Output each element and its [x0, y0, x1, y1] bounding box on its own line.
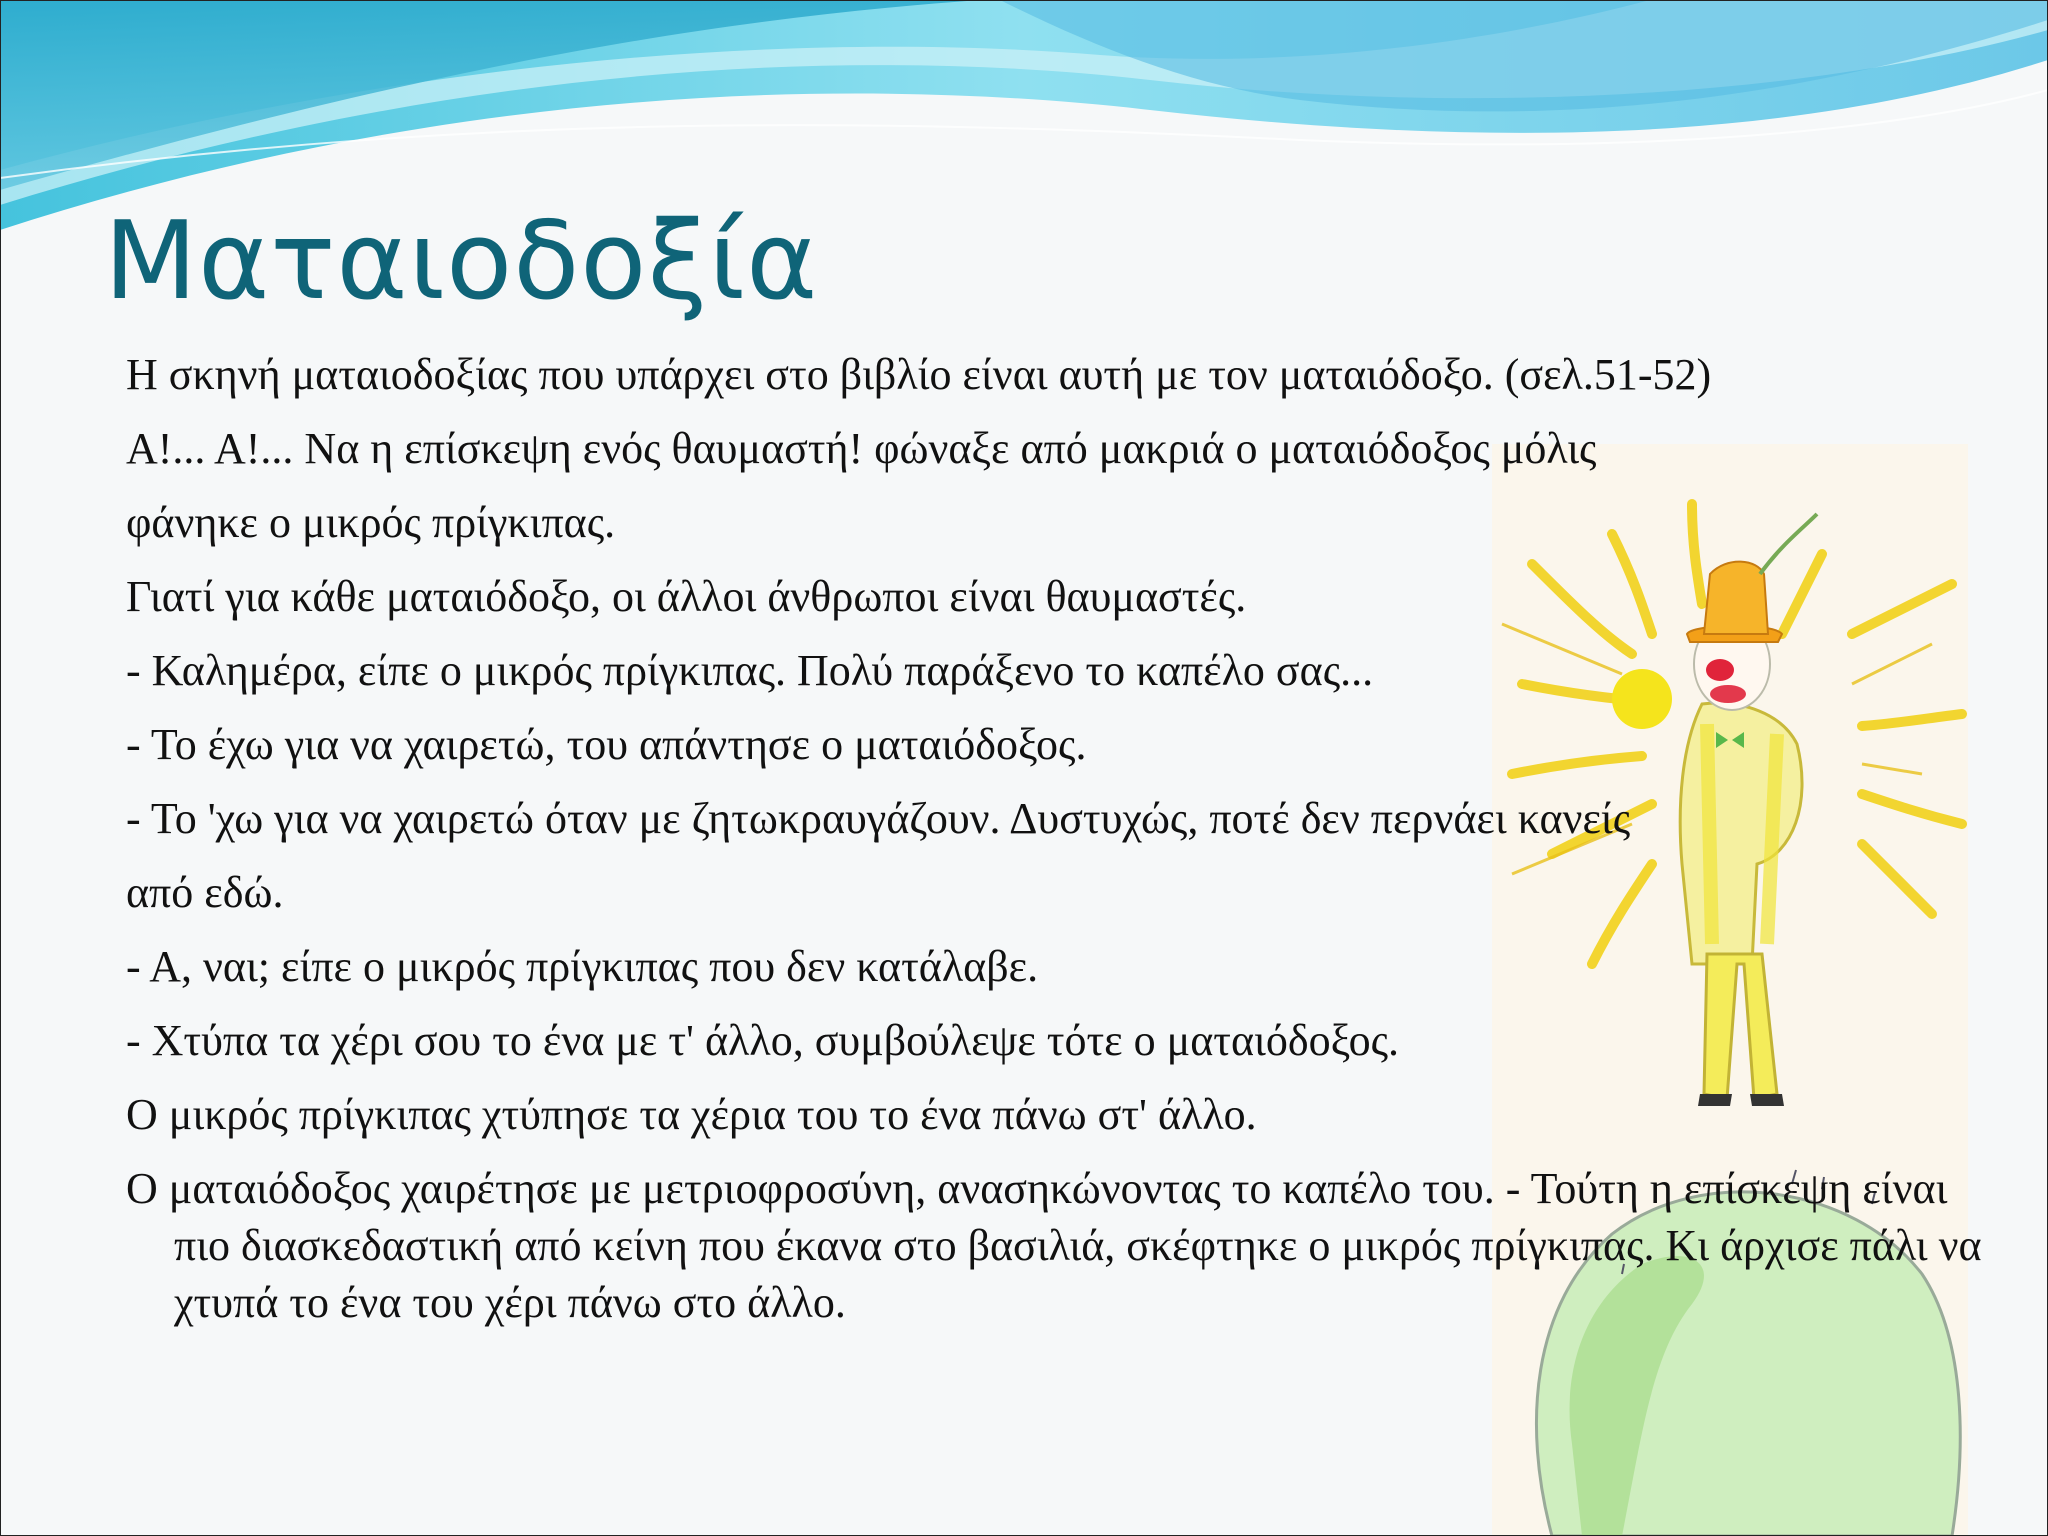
paragraph-8: από εδώ.	[126, 868, 284, 917]
paragraph-7: - Το 'χω για να χαιρετώ όταν με ζητωκραυγάζουν. Δυστυχώς, ποτέ δεν περνάει κανείς	[126, 794, 1631, 843]
paragraph-9: - Α, ναι; είπε ο μικρός πρίγκιπας που δεν κατάλαβε.	[126, 942, 1039, 991]
paragraph-10: - Χτύπα τα χέρι σου το ένα με τ' άλλο, συμβούλεψε τότε ο ματαιόδοξος.	[126, 1016, 1399, 1065]
paragraph-11: Ο μικρός πρίγκιπας χτύπησε τα χέρια του το ένα πάνω στ' άλλο.	[126, 1090, 1257, 1139]
body-text	[126, 346, 1986, 1348]
paragraph-3: φάνηκε ο μικρός πρίγκιπας.	[126, 498, 616, 547]
slide-title: Ματαιοδοξία	[104, 199, 819, 324]
paragraph-6: - Το έχω για να χαιρετώ, του απάντησε ο ματαιόδοξος.	[126, 720, 1087, 769]
paragraph-2: Α!... Α!... Να η επίσκεψη ενός θαυμαστή! φώναξε από μακριά ο ματαιόδοξος μόλις	[126, 424, 1597, 473]
paragraph-12: Ο ματαιόδοξος χαιρέτησε με μετριοφροσύνη, ανασηκώνοντας το καπέλο του. - Τούτη η επίσκεψη είναι πιο διασκεδαστική από κείνη που έκανα στο βασιλιά, σκέφτηκε ο μικρός πρίγκιπας. Κι άρχισε πάλι να χτυπά το ένα του χέρι πάνω στο άλλο.	[126, 1164, 1982, 1327]
paragraph-1: Η σκηνή ματαιοδοξίας που υπάρχει στο βιβλίο είναι αυτή με τον ματαιόδοξο. (σελ.51-52)	[126, 350, 1712, 399]
paragraph-5: - Καλημέρα, είπε ο μικρός πρίγκιπας. Πολύ παράξενο το καπέλο σας...	[126, 646, 1374, 695]
paragraph-4: Γιατί για κάθε ματαιόδοξο, οι άλλοι άνθρωποι είναι θαυμαστές.	[126, 572, 1247, 621]
